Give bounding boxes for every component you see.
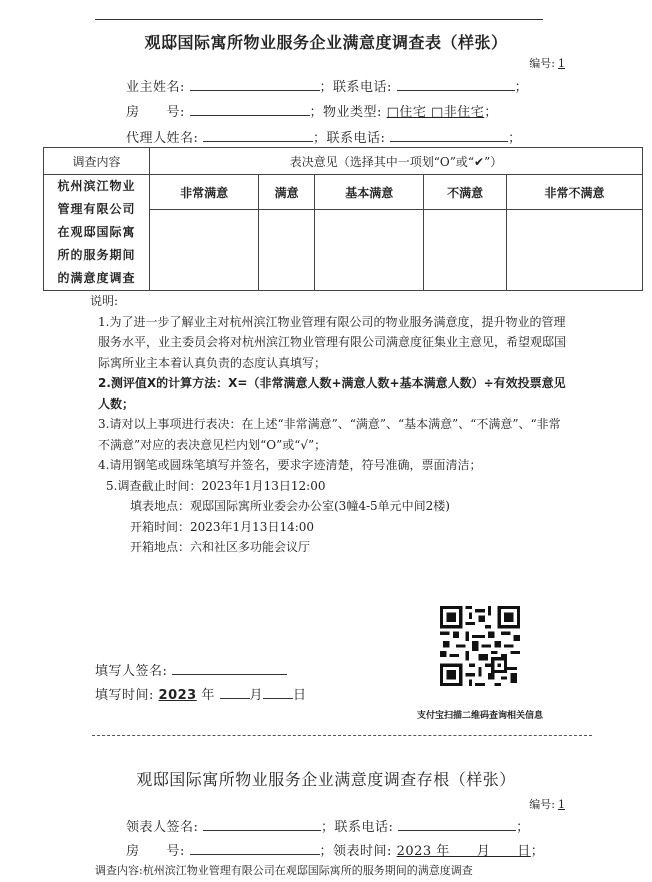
stub-content: 调查内容:杭州滨江物业管理有限公司在观邸国际寓所的服务期间的满意度调查 — [95, 864, 473, 877]
serial-label: 编号: — [529, 57, 555, 70]
stub-serial-label: 编号: — [529, 798, 555, 811]
collect-time-label: ；领表时间: — [319, 844, 392, 859]
subject-line: 所的服务期间 — [57, 248, 136, 262]
vote-cell-basically-satisfied[interactable] — [315, 210, 424, 291]
subject-line: 在观邸国际寓 — [57, 225, 136, 239]
survey-table — [43, 147, 643, 291]
vote-cell-very-dissatisfied[interactable] — [506, 210, 642, 291]
room-row-end: ； — [484, 105, 498, 120]
stub-title: 观邸国际寓所物业服务企业满意度调查存根（样张） — [136, 770, 516, 789]
owner-name-label: 业主姓名: — [126, 80, 185, 95]
day-suffix: 日 — [293, 688, 307, 703]
tear-line — [92, 735, 592, 736]
signer-row — [95, 660, 287, 679]
stub-phone-field[interactable] — [398, 818, 516, 831]
form-title: 观邸国际寓所物业服务企业满意度调查表（样张） — [144, 33, 508, 52]
qr-code-icon[interactable] — [440, 606, 520, 686]
top-rule — [95, 19, 543, 20]
stub-collector-row-end: ； — [516, 820, 530, 835]
survey-header-row — [44, 148, 643, 175]
stub-room-row-end: ； — [530, 844, 545, 859]
option-very-satisfied: 非常满意 — [150, 175, 259, 210]
stub-serial-number — [529, 796, 568, 812]
month-suffix: 月 — [249, 688, 264, 703]
owner-row-end: ； — [514, 80, 529, 95]
owner-phone-label: ；联系电话: — [319, 80, 392, 95]
survey-subject — [44, 175, 150, 291]
note-item-2: 2.测评值X的计算方法：X=（非常满意人数+满意人数+基本满意人数）÷有效投票意见人数； — [98, 376, 566, 411]
agent-phone-field[interactable] — [390, 129, 508, 142]
collector-field[interactable] — [203, 818, 321, 831]
subject-line: 的满意度调查 — [57, 271, 136, 285]
survey-header-content: 调查内容 — [44, 148, 150, 175]
stub-serial-value: 1 — [558, 798, 565, 811]
vote-cell-very-satisfied[interactable] — [150, 210, 259, 291]
note-open-place: 开箱地点：六和社区多功能会议厅 — [130, 540, 311, 554]
agent-row-end: ； — [508, 131, 522, 146]
note-item-1: 1.为了进一步了解业主对杭州滨江物业管理有限公司的物业服务满意度，提升物业的管理服务水平，业主委员会将对杭州滨江物业管理有限公司满意度征集业主意见，希望观邸国际寓所业主本着认真负责的态度认真填写； — [98, 314, 567, 370]
fill-date-row — [95, 684, 307, 703]
collect-time-value[interactable]: 2023 年 月 日 — [396, 844, 531, 859]
property-type-options[interactable]: □住宅 □非住宅 — [386, 105, 485, 120]
note-item-5: 5.调查截止时间：2023年1月13日12:00 — [106, 478, 326, 493]
survey-header-vote: 表决意见（选择其中一项划“O”或“✔”） — [150, 148, 643, 175]
survey-options-row — [44, 175, 643, 210]
stub-room-label: 房 号: — [126, 844, 185, 859]
property-type-label: ；物业类型: — [309, 105, 382, 120]
signer-field[interactable] — [172, 662, 287, 675]
owner-row — [126, 76, 528, 95]
serial-value: 1 — [558, 57, 565, 70]
option-dissatisfied: 不满意 — [424, 175, 507, 210]
room-row — [126, 101, 498, 120]
owner-phone-field[interactable] — [397, 78, 515, 91]
fill-date-label: 填写时间: — [95, 688, 154, 703]
fill-month-field[interactable] — [220, 686, 250, 699]
stub-room-field[interactable] — [190, 842, 320, 855]
qr-caption: 支付宝扫描二维码查询相关信息 — [416, 711, 543, 721]
note-location: 填表地点：观邸国际寓所业委会办公室(3幢4-5单元中间2楼) — [130, 499, 450, 513]
collector-label: 领表人签名: — [126, 820, 199, 835]
subject-line: 管理有限公司 — [57, 202, 136, 216]
agent-phone-label: ；联系电话: — [313, 131, 386, 146]
subject-line: 杭州滨江物业 — [57, 179, 136, 193]
vote-cell-dissatisfied[interactable] — [424, 210, 507, 291]
agent-name-label: 代理人姓名: — [126, 131, 199, 146]
fill-year-value: 2023 — [158, 688, 197, 703]
signer-label: 填写人签名: — [95, 664, 168, 679]
note-item-3: 3.请对以上事项进行表决：在上述“非常满意”、“满意”、“基本满意”、“不满意”、“非常不满意”对应的表决意见栏内划“O”或“√”； — [98, 417, 561, 452]
room-field[interactable] — [190, 103, 310, 116]
notes-section — [90, 291, 570, 558]
notes-heading: 说明: — [90, 294, 119, 308]
option-very-dissatisfied: 非常不满意 — [506, 175, 642, 210]
fill-day-field[interactable] — [263, 686, 293, 699]
serial-number — [529, 55, 568, 71]
stub-room-row — [126, 840, 544, 859]
room-label: 房 号: — [126, 105, 185, 120]
year-suffix: 年 — [201, 688, 215, 703]
agent-row — [126, 127, 522, 146]
note-open-time: 开箱时间：2023年1月13日14:00 — [130, 519, 315, 534]
agent-name-field[interactable] — [203, 129, 313, 142]
option-basically-satisfied: 基本满意 — [315, 175, 424, 210]
option-satisfied: 满意 — [259, 175, 315, 210]
vote-cell-satisfied[interactable] — [259, 210, 315, 291]
owner-name-field[interactable] — [190, 78, 320, 91]
note-item-4: 4.请用钢笔或圆珠笔填写并签名，要求字迹清楚，符号准确，票面清洁； — [98, 458, 482, 472]
stub-phone-label: ；联系电话: — [321, 820, 394, 835]
stub-collector-row — [126, 816, 530, 835]
